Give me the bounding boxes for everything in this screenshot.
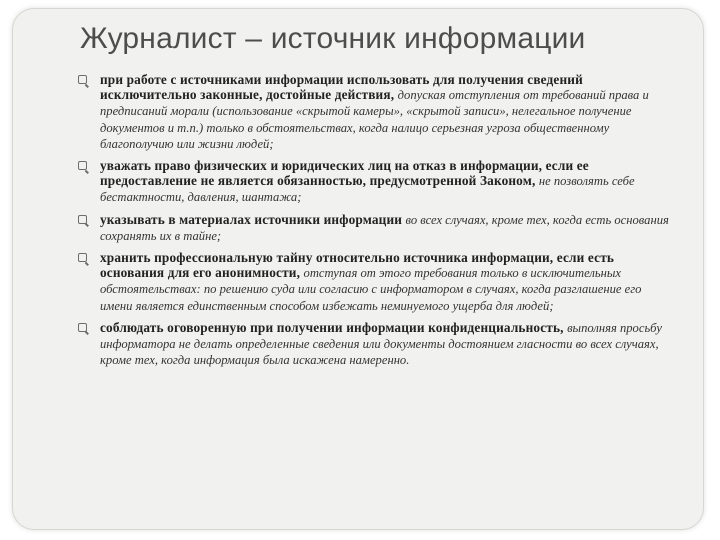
bullet-italic-text: выполняя просьбу информатора не делать определенные сведения или документы достоянием гласности во всех случаях, кроме тех, когда информация была искажена намеренно. bbox=[100, 320, 662, 368]
checkbox-bullet-icon bbox=[78, 75, 87, 84]
bullet-list bbox=[78, 72, 674, 374]
bullet-bold-text: при работе с источниками информации использовать для получения сведений исключительно законные, достойные действия, bbox=[100, 72, 583, 103]
checkbox-bullet-icon bbox=[78, 215, 87, 224]
checkbox-bullet-icon bbox=[78, 253, 87, 262]
bullet-item-right-to-refuse bbox=[78, 158, 674, 206]
bullet-bold-text: соблюдать оговоренную при получении информации конфиденциальность, bbox=[100, 319, 568, 335]
bullet-italic-text: допуская отступления от требований права и предписаний морали (использование «скрытой камеры», «скрытой записи», нелегальное получение документов и т.п.) только в обстоятельствах, когда налицо серьезная угроза общественному благополучию или жизни людей; bbox=[100, 88, 649, 151]
bullet-bold-text: указывать в материалах источники информации bbox=[100, 211, 406, 227]
bullet-item-professional-secrecy bbox=[78, 250, 674, 314]
slide-title: Журналист – источник информации bbox=[80, 22, 586, 55]
checkbox-bullet-icon bbox=[78, 161, 87, 170]
bullet-italic-text: отступая от этого требования только в исключительных обстоятельствах: по решению суда или согласию с информатором в случаях, когда разглашение его имени является единственным способом избежать неминуемого ущерба для людей; bbox=[100, 266, 642, 313]
bullet-item-lawful-methods bbox=[78, 72, 674, 152]
bullet-italic-text: не позволять себе бестактности, давления, шантажа; bbox=[100, 174, 635, 205]
bullet-bold-text: уважать право физических и юридических лиц на отказ в информации, если ее предоставление не является обязанностью, предусмотренной Законом, bbox=[100, 158, 589, 189]
bullet-item-cite-sources bbox=[78, 212, 674, 244]
checkbox-bullet-icon bbox=[78, 323, 87, 332]
bullet-bold-text: хранить профессиональную тайну относительно источника информации, если есть основания для его анонимности, bbox=[100, 250, 615, 281]
bullet-italic-text: во всех случаях, кроме тех, когда есть основания сохранять их в тайне; bbox=[100, 212, 669, 243]
bullet-item-confidentiality bbox=[78, 320, 674, 369]
